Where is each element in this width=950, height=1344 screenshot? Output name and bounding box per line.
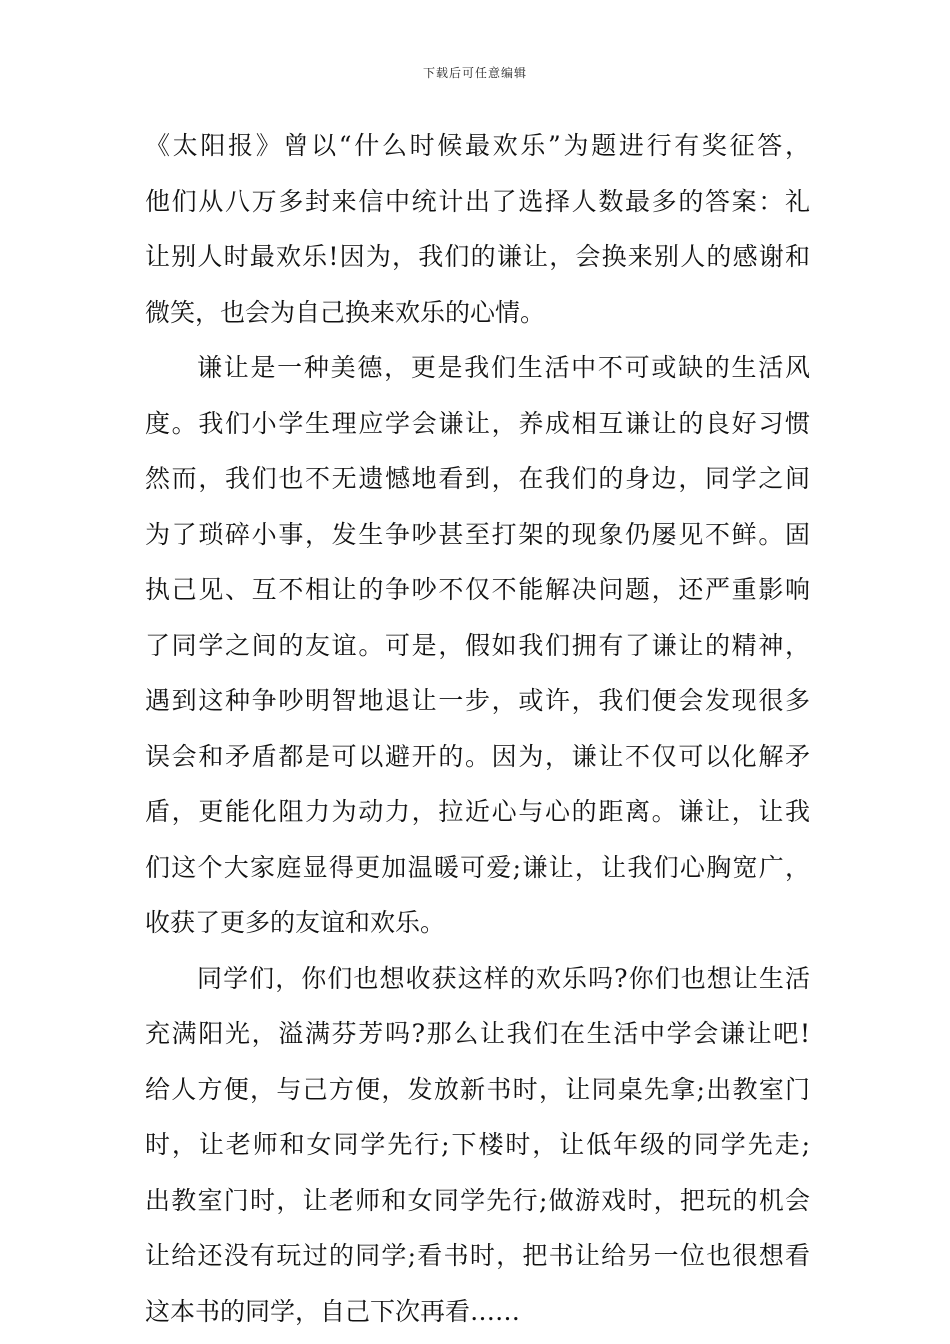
text-line: 出教室门时，让老师和女同学先行;做游戏时，把玩的机会 [145,1185,810,1215]
text-line: 微笑，也会为自己换来欢乐的心情。 [145,297,546,327]
text-line: 为了琐碎小事，发生争吵甚至打架的现象仍屡见不鲜。固 [145,519,810,549]
text-line: 同学们，你们也想收获这样的欢乐吗?你们也想让生活 [197,963,810,993]
text-line: 这本书的同学，自己下次再看…… [145,1296,521,1326]
text-line: 然而，我们也不无遗憾地看到，在我们的身边，同学之间 [145,464,810,493]
text-line: 收获了更多的友谊和欢乐。 [145,908,446,937]
text-line: 遇到这种争吵明智地退让一步，或许，我们便会发现很多 [145,686,810,715]
text-line: 误会和矛盾都是可以避开的。因为，谦让不仅可以化解矛 [145,741,810,771]
text-line: 盾，更能化阻力为动力，拉近心与心的距离。谦让，让我 [145,797,810,826]
page-header: 下载后可任意编辑 [422,66,527,80]
paragraph [145,951,810,1340]
text-line: 执己见、互不相让的争吵不仅不能解决问题，还严重影响 [145,575,810,604]
text-line: 们这个大家庭显得更加温暖可爱;谦让，让我们心胸宽广， [145,852,810,882]
paragraph [145,118,810,340]
text-line: 给人方便，与己方便，发放新书时，让同桌先拿;出教室门 [145,1074,810,1104]
text-line: 了同学之间的友谊。可是，假如我们拥有了谦让的精神， [145,630,810,660]
text-line: 谦让是一种美德，更是我们生活中不可或缺的生活风 [197,353,810,382]
text-line: 让给还没有玩过的同学;看书时，把书让给另一位也很想看 [145,1241,810,1270]
text-line: 度。我们小学生理应学会谦让，养成相互谦让的良好习惯 [145,408,810,438]
text-line: 充满阳光，溢满芬芳吗?那么让我们在生活中学会谦让吧! [145,1019,810,1048]
text-line: 他们从八万多封来信中统计出了选择人数最多的答案：礼 [145,186,810,216]
text-line: 让别人时最欢乐!因为，我们的谦让，会换来别人的感谢和 [145,242,810,271]
paragraph [145,340,810,951]
document-body [145,118,810,1339]
text-line: 时，让老师和女同学先行;下楼时，让低年级的同学先走; [145,1130,810,1159]
text-line: 《太阳报》曾以“什么时候最欢乐”为题进行有奖征答， [145,131,810,160]
